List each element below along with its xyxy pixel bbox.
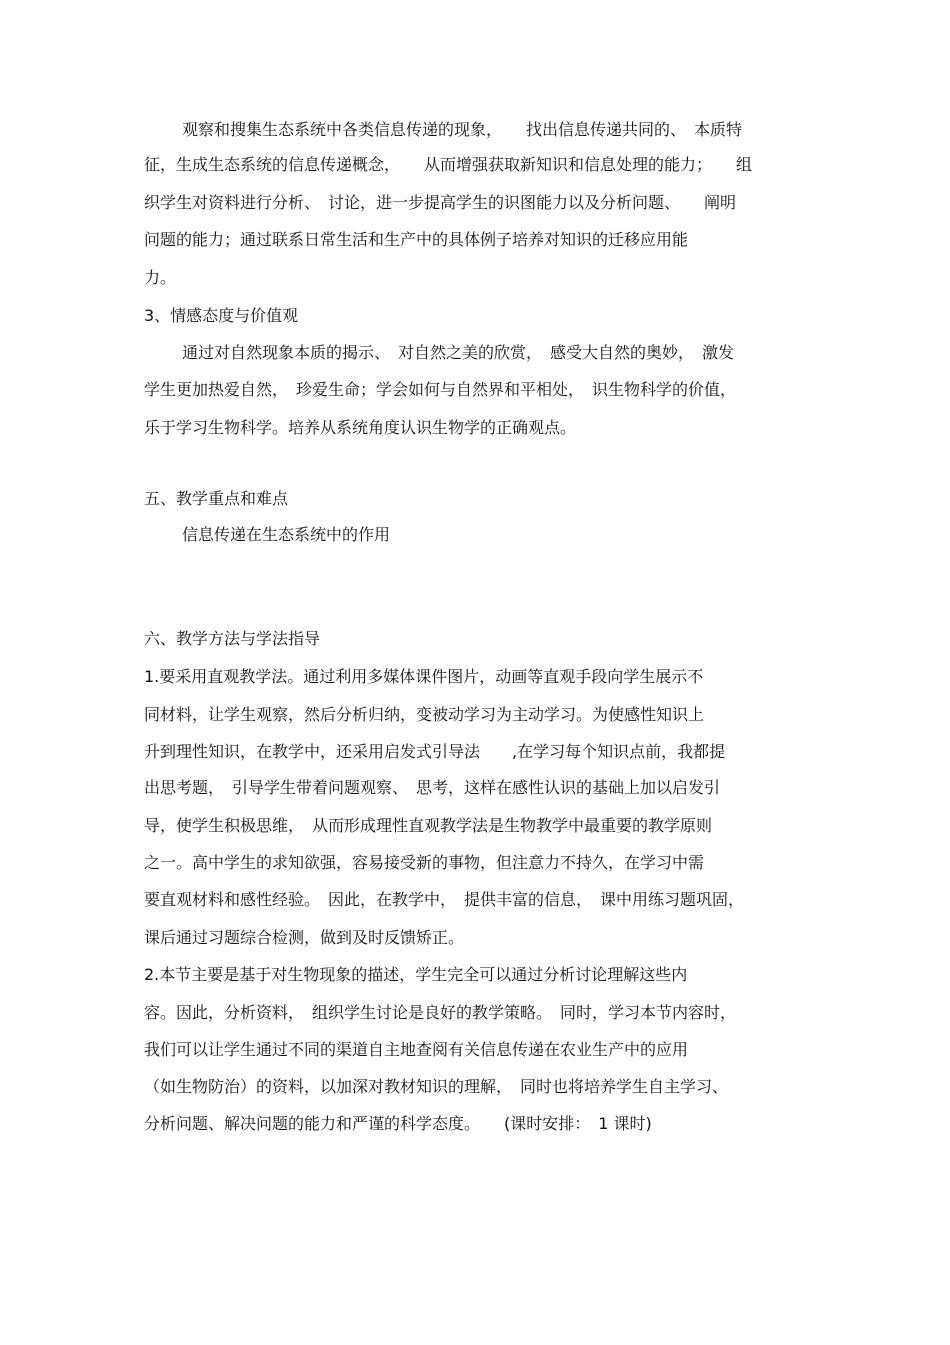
section-heading: 3、情感态度与价值观 — [144, 306, 299, 325]
paragraph-line: 征，生成生态系统的信息传递概念， 从而增强获取新知识和信息处理的能力； 组 — [144, 155, 753, 174]
paragraph-line: 导，使学生积极思维， 从而形成理性直观教学法是生物教学中最重要的教学原则 — [144, 816, 713, 835]
paragraph-line: 升到理性知识，在教学中，还采用启发式引导法 ,在学习每个知识点前，我都提 — [144, 742, 726, 761]
paragraph-line: 2.本节主要是基于对生物现象的描述，学生完全可以通过分析讨论理解这些内 — [144, 965, 688, 984]
paragraph-line: 课后通过习题综合检测，做到及时反馈矫正。 — [144, 928, 465, 947]
paragraph-line: 出思考题， 引导学生带着问题观察、 思考，这样在感性认识的基础上加以启发引 — [144, 778, 721, 797]
paragraph-line: （如生物防治）的资料，以加深对教材知识的理解， 同时也将培养学生自主学习、 — [144, 1077, 729, 1096]
section-heading: 六、教学方法与学法指导 — [144, 629, 321, 648]
paragraph-line: 分析问题、解决问题的能力和严谨的科学态度。 (课时安排： 1 课时) — [144, 1114, 652, 1133]
paragraph-line: 学生更加热爱自然， 珍爱生命；学会如何与自然界和平相处， 识生物科学的价值， — [144, 380, 737, 399]
paragraph-line: 之一。高中学生的求知欲强，容易接受新的事物，但注意力不持久，在学习中需 — [144, 853, 705, 872]
paragraph-line: 通过对自然现象本质的揭示、 对自然之美的欣赏， 感受大自然的奥妙， 激发 — [182, 343, 735, 362]
paragraph-line: 织学生对资料进行分析、 讨论，进一步提高学生的识图能力以及分析问题、 阐明 — [144, 193, 737, 212]
paragraph-line: 观察和搜集生态系统中各类信息传递的现象， 找出信息传递共同的、 本质特 — [182, 120, 743, 139]
paragraph-line: 要直观材料和感性经验。 因此，在教学中， 提供丰富的信息， 课中用练习题巩固， — [144, 890, 745, 909]
paragraph-line: 同材料，让学生观察，然后分析归纳，变被动学习为主动学习。为使感性知识上 — [144, 705, 705, 724]
paragraph-line: 我们可以让学生通过不同的渠道自主地查阅有关信息传递在农业生产中的应用 — [144, 1040, 689, 1059]
paragraph-line: 1.要采用直观教学法。通过利用多媒体课件图片，动画等直观手段向学生展示不 — [144, 667, 704, 686]
paragraph-line: 乐于学习生物科学。培养从系统角度认识生物学的正确观点。 — [144, 418, 577, 437]
section-heading: 五、教学重点和难点 — [144, 489, 289, 508]
paragraph-line: 问题的能力；通过联系日常生活和生产中的具体例子培养对知识的迁移应用能 — [144, 230, 689, 249]
paragraph-line: 信息传递在生态系统中的作用 — [182, 525, 391, 544]
paragraph-line: 容。因此，分析资料， 组织学生讨论是良好的教学策略。 同时，学习本节内容时， — [144, 1003, 737, 1022]
paragraph-line: 力。 — [144, 268, 177, 287]
